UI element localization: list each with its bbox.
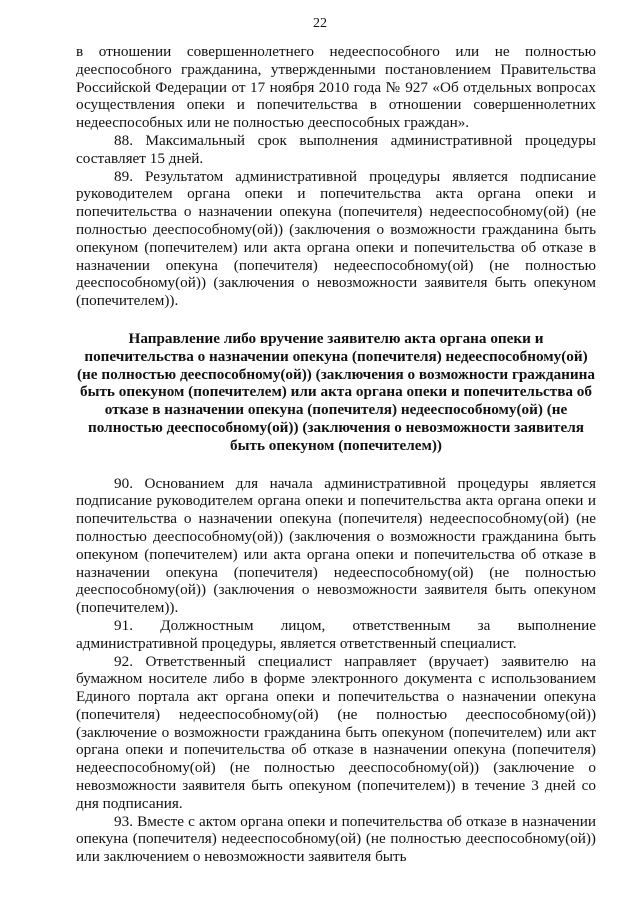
paragraph-89: 89. Результатом административной процедуры является подписание руководителем органа опеки и попечительства акта органа опеки и попечительства о назначении опекуна (попечителя) недееспособному(ой) (не полностью дееспособному(ой)) (заключения о возможности гражданина быть опекуном (попечителем) или акта органа опеки и попечительства об отказе в назначении опекуна (попечителя) недееспособному(ой) (не полностью дееспособному(ой)) (заключения о невозможности заявителя быть опекуном (попечителем)). (76, 167, 596, 310)
paragraph-continuation: в отношении совершеннолетнего недееспособного или не полностью дееспособного гражданина, утвержденными постановлением Правительства Российской Федерации от 17 ноября 2010 года № 927 «Об отдельных вопросах осуществления опеки и попечительства в отношении совершеннолетних недееспособных или не полностью дееспособных граждан». (76, 43, 596, 132)
paragraph-92: 92. Ответственный специалист направляет (вручает) заявителю на бумажном носителе либо в форме электронного документа с использованием Единого портала акт органа опеки и попечительства о назначении опекуна (попечителя) недееспособному(ой) (не полностью дееспособному(ой)) (заключение о возможности гражданина быть опекуном (попечителем) или акт органа опеки и попечительства об отказе в назначении опекуна (попечителя) недееспособному(ой) (не полностью дееспособному(ой)) (заключение о невозможности заявителя быть опекуном (попечителем)) в течение 3 дней со дня подписания. (76, 652, 596, 812)
paragraph-88: 88. Максимальный срок выполнения административной процедуры составляет 15 дней. (76, 131, 596, 167)
paragraph-90: 90. Основанием для начала административной процедуры является подписание руководителем органа опеки и попечительства акта органа опеки и попечительства о назначении опекуна (попечителя) недееспособному(ой) (не полностью дееспособному(ой)) (заключения о возможности гражданина быть опекуном (попечителем) или акта органа опеки и попечительства об отказе в назначении опекуна (попечителя) недееспособному(ой) (не полностью дееспособному(ой)) (заключения о невозможности заявителя быть опекуном (попечителем)). (76, 474, 596, 617)
page-content (76, 43, 596, 866)
page-number: 22 (313, 16, 327, 31)
section-heading: Направление либо вручение заявителю акта органа опеки и попечительства о назначении опекуна (попечителя) недееспособному(ой) (не полностью дееспособному(ой)) (заключения о возможности гражданина быть опекуном (попечителем) или акта органа опеки и попечительства об отказе в назначении опекуна (попечителя) недееспособному(ой) (не полностью дееспособному(ой)) (заключения о невозможности заявителя быть опекуном (попечителем)) (76, 329, 596, 454)
paragraph-93: 93. Вместе с актом органа опеки и попечительства об отказе в назначении опекуна (попечителя) недееспособному(ой) (не полностью дееспособному(ой)) или заключением о невозможности заявителя быть (76, 812, 596, 866)
paragraph-91: 91. Должностным лицом, ответственным за выполнение административной процедуры, является ответственный специалист. (76, 616, 596, 652)
